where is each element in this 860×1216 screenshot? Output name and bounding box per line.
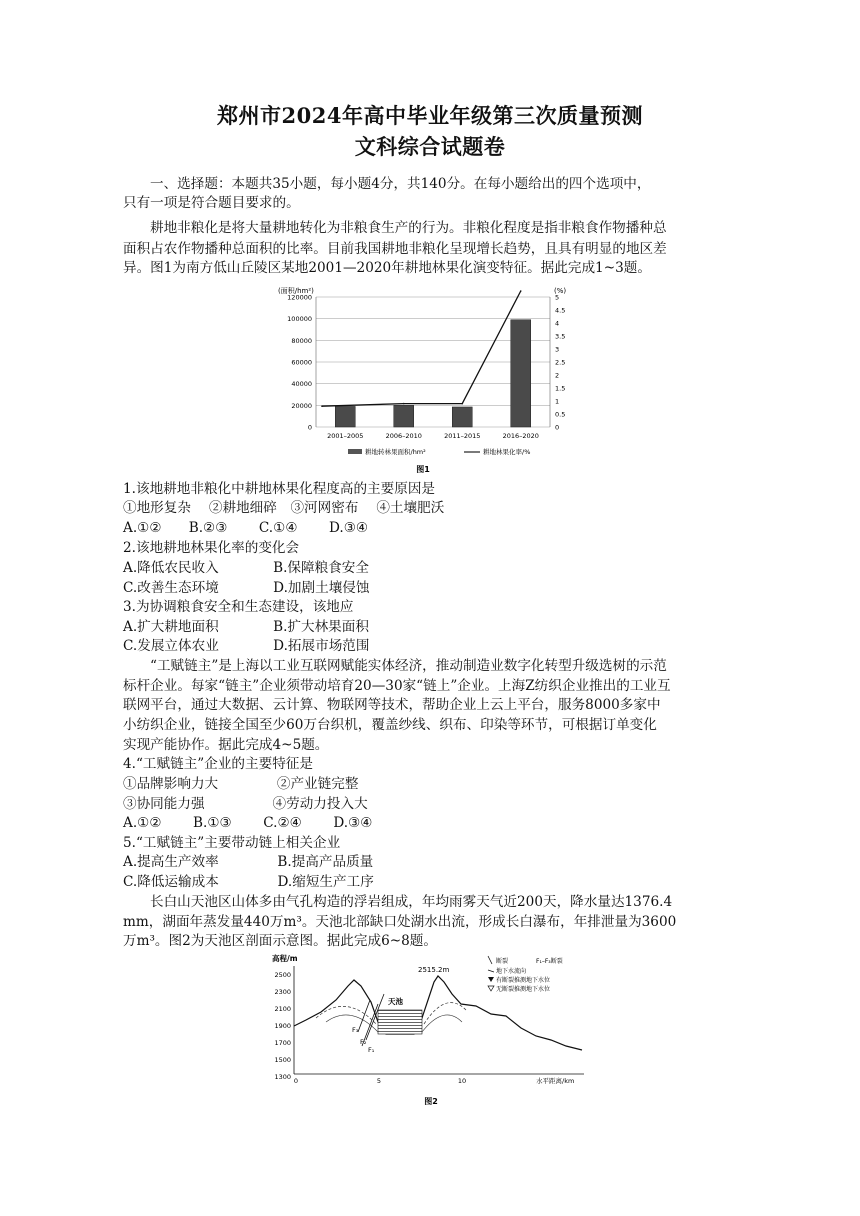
category-label: 2011–2015 xyxy=(444,432,481,440)
figure-caption: 图2 xyxy=(424,1097,438,1106)
bar xyxy=(394,405,414,427)
legend-with-fault-level: 有断裂推测地下水位 xyxy=(496,977,551,984)
category-label: 2016–2020 xyxy=(502,432,539,440)
line-point xyxy=(321,405,323,407)
fault-label: F₂ xyxy=(360,1038,367,1046)
question-line: 5.“工赋链主”主要带动链上相关企业 xyxy=(123,835,341,851)
exam-title: 郑州市2024年高中毕业年级第三次质量预测 xyxy=(217,103,643,128)
x-tick-label: 0 xyxy=(293,1077,299,1085)
passage-line: 标杆企业。每家“链主”企业须带动培育20—30家“链上”企业。上海Z纺织企业推出的工业互 xyxy=(123,678,671,694)
line-point xyxy=(520,290,522,292)
legend-fault: 断裂 xyxy=(496,958,509,965)
question-line: ①品牌影响力大 ②产业链完整 xyxy=(123,776,359,792)
question-options: C.发展立体农业 D.拓展市场范围 xyxy=(123,638,370,654)
y-tick-label: 2300 xyxy=(274,988,291,996)
category-label: 2001–2005 xyxy=(327,432,364,440)
y-tick-label: 1500 xyxy=(274,1056,291,1064)
question-options: A.①② B.①③ C.②④ D.③④ xyxy=(123,815,373,831)
left-tick-label: 40000 xyxy=(291,380,312,389)
left-tick-label: 100000 xyxy=(287,315,312,324)
passage-line: 小纺织企业，链接全国至少60万台织机，覆盖纱线、织布、印染等环节，可根据订单变化 xyxy=(123,717,657,733)
y-tick-label: 1300 xyxy=(274,1073,291,1081)
right-tick-label: 3.5 xyxy=(555,332,566,341)
instruction-line: 只有一项是符合题目要求的。 xyxy=(123,195,300,211)
y-tick-label: 2500 xyxy=(274,971,291,979)
y-tick-label: 2100 xyxy=(274,1005,291,1013)
question-options: A.提高生产效率 B.提高产品质量 xyxy=(123,854,374,870)
figure-2-diagram xyxy=(266,952,596,1110)
passage-line: “工赋链主”是上海以工业互联网赋能实体经济，推动制造业数字化转型升级选树的示范 xyxy=(150,658,667,674)
passage-line: 实现产能协作。据此完成4~5题。 xyxy=(123,737,329,753)
legend-line-label: 耕地林果化率/% xyxy=(483,448,531,456)
left-tick-label: 60000 xyxy=(291,358,312,367)
y-tick-label: 1900 xyxy=(274,1022,291,1030)
passage-line: mm，湖面年蒸发量440万m³。天池北部缺口处湖水出流，形成长白瀑布，年排泄量为3600 xyxy=(123,914,677,930)
figure-caption: 图1 xyxy=(416,465,430,474)
legend-fault-range: F₁–F₃断裂 xyxy=(536,958,563,965)
line-point xyxy=(403,403,405,405)
peak-elevation-label: 2515.2m xyxy=(418,966,450,974)
bar xyxy=(511,320,531,427)
passage-line: 异。图1为南方低山丘陵区某地2001—2020年耕地林果化演变特征。据此完成1~3题。 xyxy=(123,260,651,276)
triangle-outline-icon xyxy=(488,986,494,991)
question-line: ①地形复杂 ②耕地细碎 ③河网密布 ④土壤肥沃 xyxy=(123,500,445,516)
line-point xyxy=(461,403,463,405)
legend-no-fault-level: 无断裂推测地下水位 xyxy=(496,986,551,993)
flow-arrow-icon xyxy=(488,970,494,972)
passage-line: 面积占农作物播种总面积的比率。目前我国耕地非粮化呈现增长趋势，且具有明显的地区差 xyxy=(123,241,667,257)
horizontal-distance-label: 水平距离/km xyxy=(536,1077,575,1085)
fault-legend-symbol xyxy=(488,956,492,964)
question-options: C.降低运输成本 D.缩短生产工序 xyxy=(123,874,374,890)
right-tick-label: 1 xyxy=(555,397,560,406)
right-tick-label: 2 xyxy=(555,371,560,380)
figure-1-chart xyxy=(268,282,578,478)
right-tick-label: 2.5 xyxy=(555,358,566,367)
left-tick-label: 120000 xyxy=(287,293,312,302)
passage-line: 耕地非粮化是将大量耕地转化为非粮食生产的行为。非粮化程度是指非粮食作物播种总 xyxy=(150,220,667,236)
passage-line: 万m³。图2为天池区剖面示意图。据此完成6~8题。 xyxy=(123,933,437,949)
right-tick-label: 0.5 xyxy=(555,410,566,419)
question-options: A.扩大耕地面积 B.扩大林果面积 xyxy=(123,619,369,635)
bar xyxy=(452,407,472,427)
right-tick-label: 1.5 xyxy=(555,384,566,393)
passage-line: 联网平台，通过大数据、云计算、物联网等技术，帮助企业上云上平台，服务8000多家中 xyxy=(123,697,661,713)
right-tick-label: 4.5 xyxy=(555,306,566,315)
y-tick-label: 1700 xyxy=(274,1039,291,1047)
elevation-axis-label: 高程/m xyxy=(272,954,298,963)
fault-label: F₃ xyxy=(352,1026,359,1034)
instruction-line: 一、选择题：本题共35小题，每小题4分，共140分。在每小题给出的四个选项中， xyxy=(150,176,651,192)
legend xyxy=(348,447,530,456)
passage-line: 长白山天池区山体多由气孔构造的浮岩组成，年均雨雾天气近200天，降水量达1376.4 xyxy=(150,894,673,910)
category-label: 2006–2010 xyxy=(385,432,422,440)
tianchi-lake xyxy=(378,1010,422,1034)
question-line: 1.该地耕地非粮化中耕地林果化程度高的主要原因是 xyxy=(123,481,436,497)
question-line: ③协同能力强 ④劳动力投入大 xyxy=(123,796,368,812)
legend-groundwater-flow: 地下水流向 xyxy=(496,968,527,975)
right-tick-label: 4 xyxy=(555,319,560,328)
bar xyxy=(335,406,355,427)
left-tick-label: 80000 xyxy=(291,336,312,345)
x-tick-label: 5 xyxy=(376,1077,382,1085)
right-tick-label: 3 xyxy=(555,345,560,354)
lake-label: 天池 xyxy=(388,997,403,1006)
series-line xyxy=(322,291,521,406)
exam-subtitle: 文科综合试题卷 xyxy=(354,134,506,159)
legend-bar-swatch xyxy=(348,449,362,454)
fault-label: F₁ xyxy=(368,1046,375,1054)
question-options: A.①② B.②③ C.①④ D.③④ xyxy=(123,520,369,536)
right-tick-label: 0 xyxy=(555,423,560,432)
left-tick-label: 0 xyxy=(307,423,312,432)
question-line: 2.该地耕地林果化率的变化会 xyxy=(123,540,300,556)
legend-bar-label: 耕地转林果面积/hm² xyxy=(365,448,426,456)
question-options: A.降低农民收入 B.保障粮食安全 xyxy=(123,560,369,576)
groundwater-flow-curve xyxy=(422,1015,462,1032)
left-tick-label: 20000 xyxy=(291,401,312,410)
x-tick-label: 10 xyxy=(457,1077,467,1085)
triangle-filled-icon xyxy=(488,977,494,982)
fault-line xyxy=(358,1000,370,1032)
left-axis-label: (面积/hm²) xyxy=(278,287,314,295)
groundwater-level-curve xyxy=(424,1003,466,1024)
question-options: C.改善生态环境 D.加剧土壤侵蚀 xyxy=(123,580,370,596)
right-axis-label: (%) xyxy=(554,287,567,295)
question-line: 4.“工赋链主”企业的主要特征是 xyxy=(123,756,313,772)
question-line: 3.为协调粮食安全和生态建设，该地应 xyxy=(123,599,354,615)
figure-2-legend xyxy=(488,956,563,993)
right-tick-label: 5 xyxy=(555,293,560,302)
